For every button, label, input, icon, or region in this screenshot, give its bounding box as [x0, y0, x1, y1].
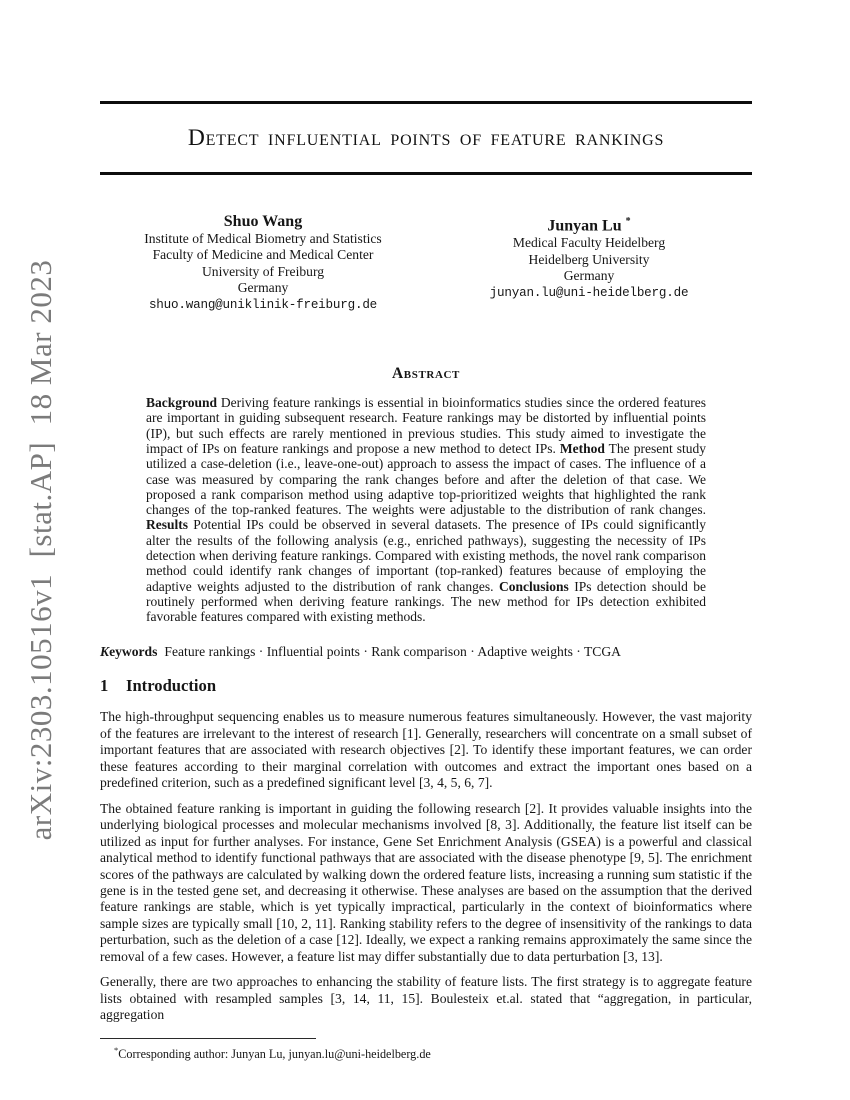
- author-card-2: [426, 213, 752, 313]
- intro-paragraph-2: The obtained feature ranking is important in guiding the following research [2]. It provides valuable insights into the underlying biological processes and molecular mechanisms involved [8, 3]. Additionally, the feature list itself can be utilized as input for further analyses. For instance, Gene Set Enrichment Analysis (GSEA) is a powerful and classical analytical method to identify functional pathways that are associated with the disease phenotype [9, 5]. The enrichment scores of the pathways are calculated by walking down the ordered feature lists, increasing a running sum statistic if the gene is in the tested gene set, and decreasing it otherwise. These analyses are based on the assumption that the derived feature rankings are stable, which is yet typically impractical, particularly in the context of bioinformatics where sample sizes are typically small [10, 2, 11]. Ranking stability refers to the degree of insensitivity of the rankings to data perturbation, such as the deletion of a case [12]. Ideally, we expect a ranking remains approximately the same since the removal of a few cases. However, a feature list may differ substantially due to data perturbation [3, 13].: [100, 800, 752, 964]
- author-name-text: Junyan Lu: [547, 217, 622, 235]
- author-name: [100, 213, 426, 231]
- author-name-text: Shuo Wang: [223, 213, 303, 230]
- author-affiliation-line: Heidelberg University: [528, 251, 650, 267]
- author-affiliation-line: Institute of Medical Biometry and Statistics: [144, 231, 382, 246]
- intro-paragraph-3: Generally, there are two approaches to enhancing the stability of feature lists. The first strategy is to aggregate feature lists obtained with resampled samples [3, 14, 11, 15]. Boulesteix et.al. stated that “aggregation, in particular, aggregation: [100, 974, 752, 1023]
- authors-block: [100, 213, 752, 313]
- section-number: 1: [100, 676, 109, 696]
- footnote-rule: [100, 1038, 316, 1039]
- author-card-1: [100, 213, 426, 313]
- title-rule-top: [100, 101, 752, 104]
- abstract-text: Background Deriving feature rankings is essential in bioinformatics studies since the ordered features are important in guiding subsequent research. Feature rankings may be distorted by influential points (IP), but such effects are rarely mentioned in previous studies. This study aimed to investigate the impact of IPs on feature rankings and propose a new method to detect IPs. Method The present study utilized a case-deletion (i.e., leave-one-out) approach to assess the impact of cases. The influence of a case was measured by comparing the rank changes before and after the deletion of that case. We proposed a rank comparison method using adaptive top-prioritized weights that highlighted the rank changes of the top-ranked features. The weights were adjustable to the distribution of rank changes. Results Potential IPs could be observed in several datasets. The presence of IPs could significantly alter the results of the following analysis (e.g., enriched pathways), suggesting the necessity of IPs detection when deriving feature rankings. Compared with existing methods, the novel rank comparison method could identify rank changes of important (top-ranked) features because of employing the adaptive weights adjusted to the distribution of rank changes. Conclusions IPs detection should be routinely performed when deriving feature rankings. The new method for IPs detection exhibited favorable features compared with existing methods.: [146, 395, 706, 625]
- author-affiliation-line: Medical Faculty Heidelberg: [512, 235, 666, 251]
- footnote: [100, 1043, 752, 1062]
- keywords-line: [100, 643, 752, 660]
- author-email: shuo.wang@uniklinik-freiburg.de: [148, 297, 378, 312]
- author-name: [426, 213, 752, 235]
- arxiv-watermark: arXiv:2303.10516v1 [stat.AP] 18 Mar 2023: [23, 259, 58, 841]
- footnote-mark: *: [114, 1044, 119, 1055]
- author-affiliation-line: University of Freiburg: [201, 263, 325, 279]
- paper-title: Detect influential points of feature rankings: [187, 125, 665, 151]
- author-affiliation-line: Germany: [563, 268, 615, 284]
- keywords-list: Feature rankings · Influential points · Rank comparison · Adaptive weights · TCGA: [164, 644, 621, 660]
- section-title: Introduction: [126, 676, 217, 696]
- author-affiliation-line: Germany: [237, 280, 289, 296]
- footnote-text: Corresponding author: Junyan Lu, junyan.lu@uni-heidelberg.de: [118, 1046, 431, 1061]
- intro-paragraph-1: The high-throughput sequencing enables us to measure numerous features simultaneously. However, the vast majority of the features are irrelevant to the interest of research [1]. Generally, researchers will concentrate on a small subset of important features that are associated with research objectives [2]. To identify these important features, we can order these features according to their marginal correlation with outcomes and extract the important ones based on a predefined criterion, such as a predefined significant level [3, 4, 5, 6, 7].: [100, 709, 752, 791]
- paper-content: [100, 0, 752, 1062]
- keywords-label: Keywords: [100, 644, 158, 660]
- section-heading: [100, 676, 752, 696]
- corresponding-author-mark: *: [625, 216, 631, 227]
- abstract-heading: Abstract: [392, 365, 460, 383]
- title-rule-bottom: [100, 172, 752, 175]
- author-affiliation-line: Faculty of Medicine and Medical Center: [152, 247, 374, 263]
- author-email: junyan.lu@uni-heidelberg.de: [489, 285, 689, 300]
